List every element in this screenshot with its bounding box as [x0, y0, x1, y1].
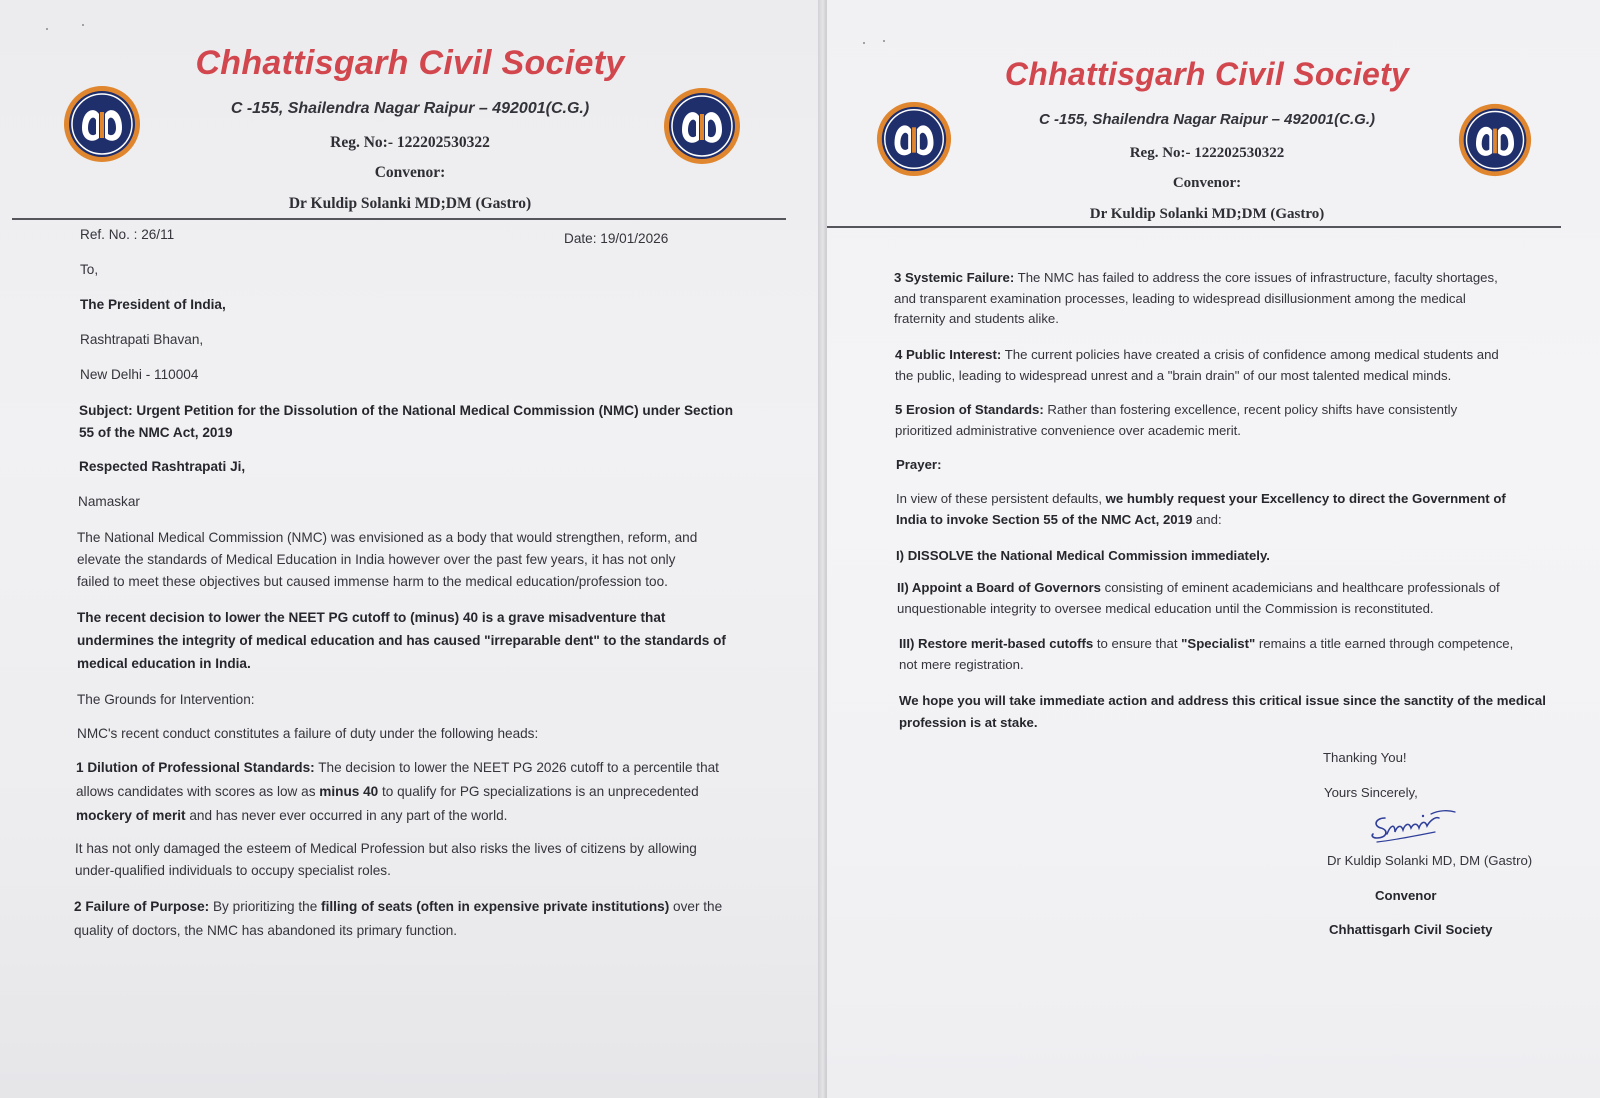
paper-speck: [883, 40, 885, 42]
demand-text: consisting of eminent academicians and healthcare professionals of: [1100, 580, 1500, 595]
subject-line: 55 of the NMC Act, 2019: [79, 425, 233, 440]
paragraph-line: failed to meet these objectives but caused immense harm to the medical education/profession too.: [77, 574, 668, 589]
demand-1: I) DISSOLVE the National Medical Commission immediately.: [896, 548, 1270, 563]
ground-point-4: [895, 345, 1499, 386]
intro-paragraph: [77, 527, 697, 593]
ground-point-1: [76, 756, 719, 828]
paragraph-line: The recent decision to lower the NEET PG cutoff to (minus) 40 is a grave misadventure that: [77, 610, 666, 625]
point-emphasis: mockery of merit: [76, 808, 186, 823]
demand-emphasis: "Specialist": [1181, 636, 1256, 651]
signatory-name: Dr Kuldip Solanki MD, DM (Gastro): [1327, 853, 1533, 868]
signatory-organization: Chhattisgarh Civil Society: [1329, 922, 1493, 937]
paragraph-line: profession is at stake.: [899, 715, 1038, 730]
demand-text: to ensure that: [1093, 636, 1182, 651]
point-text: Rather than fostering excellence, recent policy shifts have consistently: [1043, 402, 1458, 417]
paragraph-line: undermines the integrity of medical education and has caused "irreparable dent" to the standards of: [77, 633, 726, 648]
society-emblem-icon: [1457, 102, 1533, 178]
convenor-label: Convenor:: [1172, 175, 1242, 191]
letter-date: Date: 19/01/2026: [564, 231, 669, 246]
demand-label: II) Appoint a Board of Governors: [897, 580, 1101, 595]
paragraph-line: under-qualified individuals to occupy specialist roles.: [75, 863, 391, 878]
society-emblem-icon: [62, 84, 142, 164]
prayer-emphasis: India to invoke Section 55 of the NMC Act, 2019: [896, 511, 1193, 527]
recipient-address-line: New Delhi - 110004: [80, 367, 199, 382]
point-emphasis: filling of seats (often in expensive private institutions): [321, 899, 670, 914]
paragraph-line: [76, 756, 719, 780]
society-emblem-icon: [662, 86, 742, 166]
paragraph-line: quality of doctors, the NMC has abandoned its primary function.: [74, 923, 458, 938]
reference-number: Ref. No. : 26/11: [80, 227, 175, 242]
point-label: 2 Failure of Purpose:: [74, 899, 210, 914]
demand-3: [899, 633, 1513, 675]
convenor-label: Convenor:: [374, 164, 446, 181]
point-label: 5 Erosion of Standards:: [895, 402, 1044, 417]
demand-2: [897, 577, 1500, 619]
prayer-emphasis: we humbly request your Excellency to direct the Government of: [1105, 491, 1506, 506]
point-label: 3 Systemic Failure:: [894, 270, 1015, 285]
salutation: Respected Rashtrapati Ji,: [79, 459, 246, 474]
paragraph-line: [894, 268, 1498, 289]
paper-speck: [82, 24, 84, 26]
yours-sincerely: Yours Sincerely,: [1324, 785, 1418, 800]
point-text: The decision to lower the NEET PG 2026 cutoff to a percentile that: [314, 760, 719, 775]
letter-page-2: [826, 0, 1600, 1098]
society-emblem-icon: [875, 100, 953, 178]
point-text: to qualify for PG specializations is an unprecedented: [378, 784, 699, 799]
ground-point-2: [74, 895, 722, 943]
paragraph-line: not mere registration.: [899, 657, 1024, 672]
letterhead-title: Chhattisgarh Civil Society: [195, 44, 625, 82]
point-text: over the: [669, 899, 723, 914]
convenor-name: Dr Kuldip Solanki MD;DM (Gastro): [1089, 206, 1325, 222]
signatory-title: Convenor: [1375, 888, 1437, 903]
prayer-paragraph: [896, 489, 1506, 530]
point-text: allows candidates with scores as low as: [76, 784, 320, 799]
registration-number: Reg. No:- 122202530322: [330, 134, 490, 151]
paragraph-line: elevate the standards of Medical Education in India however over the past few years, it has not only: [77, 552, 676, 567]
paragraph-line: the public, leading to widespread unrest and a "brain drain" of our most talented medical minds.: [895, 367, 1452, 383]
paragraph-line: [899, 633, 1513, 654]
subject-line: Subject: Urgent Petition for the Dissolution of the National Medical Commission (NMC) under Section: [79, 403, 734, 418]
demand-label: III) Restore merit-based cutoffs: [899, 636, 1094, 651]
paper-speck: [863, 42, 865, 44]
paragraph-line: [897, 577, 1500, 598]
paragraph-line: medical education in India.: [77, 656, 251, 671]
paragraph-line: We hope you will take immediate action and address this critical issue since the sanctity of the medical: [899, 693, 1546, 708]
demand-text: remains a title earned through competence,: [1255, 636, 1514, 651]
closing-paragraph: [899, 690, 1546, 734]
point-text: and has never ever occurred in any part of the world.: [185, 808, 508, 823]
paragraph-line: fraternity and students alike.: [894, 311, 1059, 326]
ground-point-3: [894, 268, 1498, 330]
society-emblem-icon: [875, 100, 953, 178]
grounds-heading: The Grounds for Intervention:: [77, 692, 255, 707]
recipient-address-line: Rashtrapati Bhavan,: [80, 332, 204, 347]
point-text: By prioritizing the: [209, 899, 322, 914]
point-label: 1 Dilution of Professional Standards:: [76, 760, 315, 775]
recipient-name: The President of India,: [80, 297, 226, 312]
thanks-line: Thanking You!: [1323, 750, 1407, 765]
society-emblem-icon: [662, 86, 742, 166]
handwritten-signature-icon: [1365, 806, 1461, 850]
subject-block: [79, 400, 733, 444]
prayer-text: and:: [1192, 511, 1222, 527]
paragraph-line: It has not only damaged the esteem of Medical Profession but also risks the lives of citizens by allowing: [75, 841, 697, 856]
paragraph-line: The National Medical Commission (NMC) was envisioned as a body that would strengthen, reform, and: [77, 530, 698, 545]
letterhead-divider: [12, 218, 786, 220]
paragraph-line: [74, 895, 722, 919]
paper-speck: [46, 28, 48, 30]
paragraph-line: [76, 804, 719, 828]
emphasis-paragraph: [77, 606, 726, 675]
paragraph-line: [895, 400, 1457, 421]
point-label: 4 Public Interest:: [895, 347, 1002, 362]
paragraph-line: and transparent examination processes, leading to widespread disillusionment among the medical: [894, 290, 1466, 306]
ground-point-5: [895, 400, 1457, 441]
point-text: The current policies have created a crisis of confidence among medical students and: [1001, 347, 1499, 362]
point-1-followup: [75, 838, 697, 882]
society-emblem-icon: [1457, 102, 1533, 178]
point-emphasis: minus 40: [319, 784, 379, 799]
page-gutter: [818, 0, 826, 1098]
convenor-name: Dr Kuldip Solanki MD;DM (Gastro): [288, 195, 532, 212]
society-emblem-icon: [62, 84, 142, 164]
letterhead-title: Chhattisgarh Civil Society: [1004, 56, 1410, 92]
paragraph-line: [76, 780, 719, 804]
letterhead-address: C -155, Shailendra Nagar Raipur – 492001(C.G.): [1039, 111, 1375, 128]
to-line: To,: [80, 262, 99, 277]
registration-number: Reg. No:- 122202530322: [1129, 145, 1285, 161]
paragraph-line: prioritized administrative convenience over academic merit.: [895, 422, 1241, 438]
prayer-text: In view of these persistent defaults,: [896, 491, 1106, 506]
letterhead-address: C -155, Shailendra Nagar Raipur – 492001(C.G.): [230, 100, 590, 117]
paragraph-line: [896, 489, 1506, 510]
handwritten-signature-icon: [1365, 806, 1461, 850]
prayer-heading: Prayer:: [896, 457, 942, 472]
paragraph-line: unquestionable integrity to oversee medical education until the Commission is reconstituted.: [897, 601, 1434, 616]
point-text: The NMC has failed to address the core issues of infrastructure, faculty shortages,: [1014, 270, 1498, 285]
grounds-intro: NMC's recent conduct constitutes a failure of duty under the following heads:: [77, 726, 539, 741]
greeting: Namaskar: [78, 494, 140, 509]
paragraph-line: [895, 345, 1499, 366]
paragraph-line: [896, 510, 1506, 531]
letterhead-divider: [826, 226, 1561, 228]
